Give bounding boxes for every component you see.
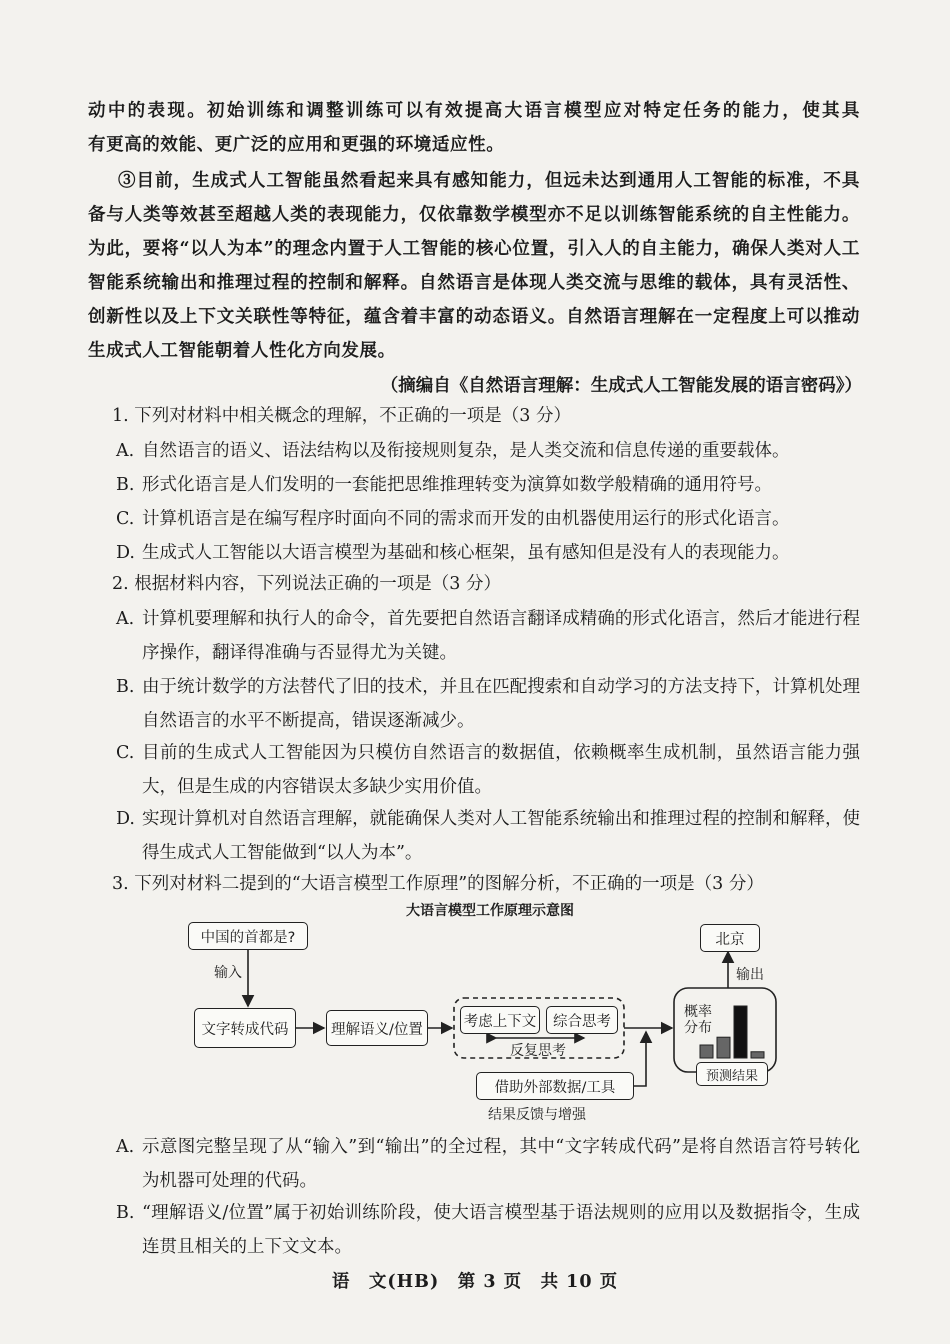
option-label: C. <box>116 743 135 763</box>
context-box: 考虑上下文 <box>460 1006 540 1034</box>
option-label: D. <box>116 809 135 829</box>
option-label: A. <box>116 1137 135 1157</box>
external-data-box: 借助外部数据/工具 <box>476 1072 634 1100</box>
question-2-option-c <box>116 736 860 804</box>
option-label: B. <box>116 677 135 697</box>
input-label: 输入 <box>214 965 242 981</box>
encode-box: 文字转成代码 <box>194 1008 296 1048</box>
question-1-stem: 1. 下列对材料中相关概念的理解，不正确的一项是（3 分） <box>112 406 571 426</box>
output-label: 输出 <box>736 967 764 983</box>
probability-bar <box>751 1052 764 1058</box>
option-text: 实现计算机对自然语言理解，就能确保人类对人工智能系统输出和推理过程的控制和解释，使得生成式人工智能做到“以人为本”。 <box>142 809 860 863</box>
diagram-title: 大语言模型工作原理示意图 <box>406 903 574 919</box>
question-1-option-c <box>116 502 860 536</box>
probability-label-line-2: 分布 <box>684 1020 712 1036</box>
answer-box: 北京 <box>700 924 760 952</box>
question-box: 中国的首都是? <box>188 922 308 950</box>
option-label: D. <box>116 543 135 563</box>
option-label: B. <box>116 475 135 495</box>
arrow-external <box>632 1032 646 1086</box>
option-label: B. <box>116 1203 135 1223</box>
option-label: A. <box>116 441 135 461</box>
passage-paragraph-3: ③目前，生成式人工智能虽然看起来具有感知能力，但远未达到通用人工智能的标准，不具备与人类等效甚至超越人类的表现能力，仅依靠数学模型亦不足以训练智能系统的自主性能力。为此，要将“以人为本”的理念内置于人工智能的核心位置，引入人的自主能力，确保人类对人工智能系统输出和推理过程的控制和解释。自然语言是体现人类交流与思维的载体，具有灵活性、创新性以及上下文关联性等特征，蕴含着丰富的动态语义。自然语言理解在一定程度上可以推动生成式人工智能朝着人性化方向发展。 <box>88 171 860 361</box>
reflect-label: 反复思考 <box>510 1043 566 1059</box>
passage-source: （摘编自《自然语言理解：生成式人工智能发展的语言密码》） <box>380 376 862 396</box>
option-text: 生成式人工智能以大语言模型为基础和核心框架，虽有感知但是没有人的表现能力。 <box>142 543 790 563</box>
question-2-option-d <box>116 802 860 870</box>
question-1-option-a <box>116 434 860 468</box>
option-text: 示意图完整呈现了从“输入”到“输出”的全过程，其中“文字转成代码”是将自然语言符号转化为机器可处理的代码。 <box>142 1137 860 1191</box>
question-2-option-b <box>116 670 860 738</box>
question-1-option-d <box>116 536 860 570</box>
probability-bar <box>717 1037 730 1058</box>
option-text: “理解语义/位置”属于初始训练阶段，使大语言模型基于语法规则的应用以及数据指令，生成连贯且相关的上下文文本。 <box>142 1203 860 1257</box>
option-label: C. <box>116 509 135 529</box>
option-text: 由于统计数学的方法替代了旧的技术，并且在匹配搜索和自动学习的方法支持下，计算机处理自然语言的水平不断提高，错误逐渐减少。 <box>142 677 860 731</box>
option-text: 计算机要理解和执行人的命令，首先要把自然语言翻译成精确的形式化语言，然后才能进行程序操作，翻译得准确与否显得尤为关键。 <box>142 609 860 663</box>
feedback-label: 结果反馈与增强 <box>488 1107 586 1123</box>
prediction-box: 预测结果 <box>696 1062 768 1086</box>
llm-workflow-diagram <box>180 900 800 1130</box>
option-text: 形式化语言是人们发明的一套能把思维推理转变为演算如数学般精确的通用符号。 <box>142 475 772 495</box>
passage-line-2: 有更高的效能、更广泛的应用和更强的环境适应性。 <box>88 135 505 155</box>
option-label: A. <box>116 609 135 629</box>
probability-label <box>684 1004 712 1036</box>
question-3-option-b <box>116 1196 860 1264</box>
question-1-option-b <box>116 468 860 502</box>
question-2-stem: 2. 根据材料内容，下列说法正确的一项是（3 分） <box>112 574 501 594</box>
probability-label-line-1: 概率 <box>684 1004 712 1020</box>
passage-line-1: 动中的表现。初始训练和调整训练可以有效提高大语言模型应对特定任务的能力，使其具 <box>88 101 860 121</box>
option-text: 计算机语言是在编写程序时面向不同的需求而开发的由机器使用运行的形式化语言。 <box>142 509 790 529</box>
option-text: 目前的生成式人工智能因为只模仿自然语言的数据值，依赖概率生成机制，虽然语言能力强大，但是生成的内容错误太多缺少实用价值。 <box>142 743 860 797</box>
option-text: 自然语言的语义、语法结构以及衔接规则复杂，是人类交流和信息传递的重要载体。 <box>142 441 790 461</box>
page-footer: 语 文(HB) 第 3 页 共 10 页 <box>331 1272 619 1292</box>
think-box: 综合思考 <box>546 1006 618 1034</box>
understand-box: 理解语义/位置 <box>326 1010 428 1046</box>
question-3-option-a <box>116 1130 860 1198</box>
question-2-option-a <box>116 602 860 670</box>
question-3-stem: 3. 下列对材料二提到的“大语言模型工作原理”的图解分析，不正确的一项是（3 分） <box>112 874 764 894</box>
probability-bar <box>734 1006 747 1058</box>
probability-bar <box>700 1045 713 1058</box>
